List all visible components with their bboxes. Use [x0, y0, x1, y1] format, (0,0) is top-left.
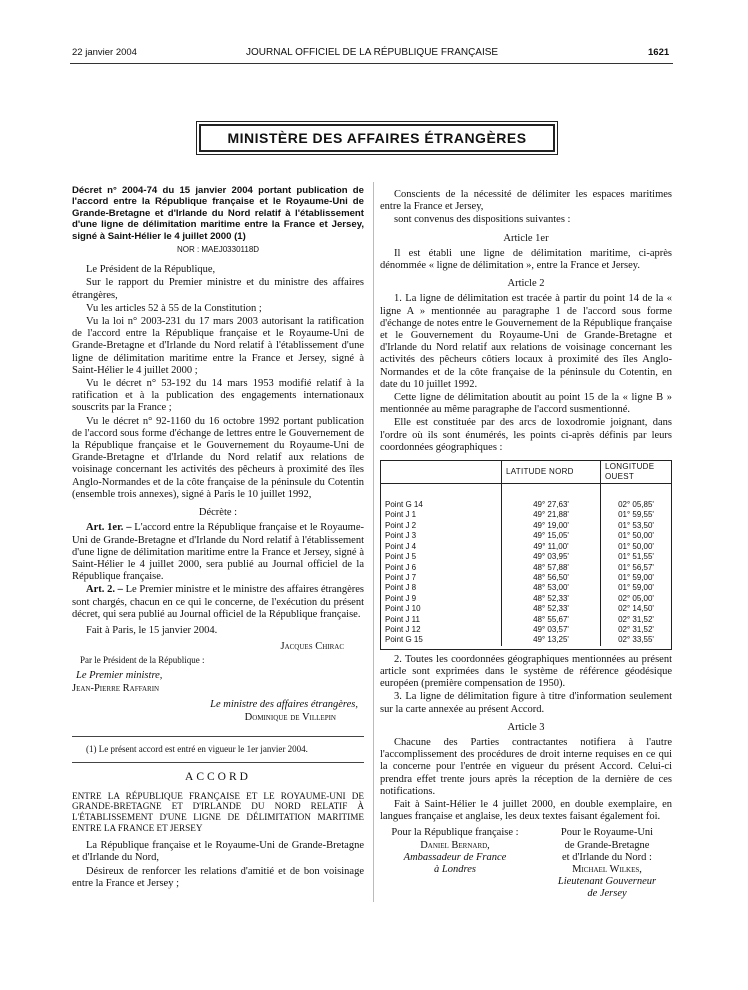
- coordinates-row: [381, 583, 671, 593]
- signature-uk-label-1: Pour le Royaume-Uni: [560, 827, 654, 839]
- coordinates-row: [381, 635, 671, 645]
- article-3-heading: Article 3: [507, 721, 545, 733]
- decree-para-president: Le Président de la République,: [86, 264, 216, 276]
- header-journal-title: JOURNAL OFFICIEL DE LA RÉPUBLIQUE FRANÇAISE: [246, 47, 499, 58]
- coordinates-latitude-cell: 49° 13,25': [502, 635, 601, 645]
- accord-article-3-para-1: Chacune des Parties contractantes notifiera à l'autre l'accomplissement des procédures de droit interne requises en ce qui la concerne pour l'entrée en vigueur du présent Accord. Celui-ci prendra effet trente jours après la réception de la dernière de ces notifications.: [380, 736, 672, 797]
- coordinates-longitude-cell: 02° 31,52': [601, 625, 672, 635]
- coordinates-row: [381, 594, 671, 604]
- signature-uk: [542, 827, 672, 900]
- coordinates-row: [381, 521, 671, 531]
- signature-uk-label-3: et d'Irlande du Nord :: [562, 851, 652, 863]
- coordinates-latitude-cell: 49° 11,00': [502, 542, 601, 552]
- decree-para-vu-constitution: Vu les articles 52 à 55 de la Constitution ;: [86, 302, 262, 314]
- coordinates-row: [381, 615, 671, 625]
- coordinates-header-longitude: LONGITUDE OUEST: [601, 461, 672, 484]
- coordinates-latitude-cell: 48° 52,33': [502, 604, 601, 614]
- coordinates-row: [381, 510, 671, 520]
- signature-france-name: Daniel Bernard,: [420, 839, 490, 851]
- coordinates-table: [381, 461, 671, 646]
- article-1-para: [72, 522, 364, 583]
- accord-article-2-para-1: 1. La ligne de délimitation est tracée à partir du point 14 de la « ligne A » mentionnée au paragraphe 1 de l'accord sous forme d'échange de notes entre le Gouvernement de la République française et le Gouvernement du Royaume-Uni de Grande-Bretagne et d'Irlande du Nord relatif aux relations de voisinage concernant les activités des pêcheurs côtiers locaux à proximité des îles Anglo-Normandes et de la côte française de la péninsule du Cotentin, en date du 10 juillet 1992.: [380, 293, 672, 390]
- coordinates-row: [381, 531, 671, 541]
- coordinates-latitude-cell: 48° 52,33': [502, 594, 601, 604]
- coordinates-latitude-cell: 49° 03,95': [502, 552, 601, 562]
- signature-uk-location: de Jersey: [587, 888, 627, 900]
- decree-para-vu-decret-1992: Vu le décret n° 92-1160 du 16 octobre 1992 portant publication de l'accord sous forme d'échange de lettres entre le Gouvernement de la République française et le Gouvernement du Royaume-Uni de Grande-Bretagne et d'Irlande du Nord relatif aux relations de voisinage concernant les activités des pêcheurs à proximité des îles Anglo-Normandes et de la côte française de la péninsule du Cotentin (ensemble trois annexes), signé à Paris le 10 juillet 1992,: [72, 415, 364, 500]
- header-page-number: 1621: [648, 47, 670, 58]
- coordinates-longitude-cell: 01° 53,50': [601, 521, 672, 531]
- pm-name: Jean-Pierre Raffarin: [72, 682, 160, 694]
- signature-france-location: à Londres: [434, 864, 476, 875]
- accord-heading: ACCORD: [185, 770, 251, 783]
- accord-subtitle: ENTRE LA RÉPUBLIQUE FRANÇAISE ET LE ROYAUME-UNI DE GRANDE-BRETAGNE ET D'IRLANDE DU NORD RELATIF À L'ÉTABLISSEMENT D'UNE LIGNE DE DÉLIMITATION MARITIME ENTRE LA FRANCE ET JERSEY: [72, 790, 364, 833]
- coordinates-point-cell: Point J 2: [385, 520, 417, 530]
- coordinates-longitude-cell: 02° 05,85': [601, 500, 672, 510]
- coordinates-row: [381, 604, 671, 614]
- footnote-rule: [72, 736, 364, 737]
- coordinates-latitude-cell: 49° 27,63': [502, 500, 601, 510]
- header-date: 22 janvier 2004: [72, 47, 137, 58]
- signature-block: [380, 827, 672, 900]
- coordinates-point-cell: Point J 1: [385, 510, 417, 520]
- coordinates-point-cell: Point G 14: [385, 500, 423, 510]
- decree-title: Décret n° 2004-74 du 15 janvier 2004 portant publication de l'accord entre la République française et le Royaume-Uni de Grande-Bretagne et d'Irlande du Nord relatif à l'établissement d'une ligne de délimitation maritime entre la France et Jersey, signé à Saint-Hélier le 4 juillet 2000 (1): [72, 185, 364, 242]
- decree-para-vu-decret-1953: Vu le décret n° 53-192 du 14 mars 1953 modifié relatif à la ratification et à la publication des engagements internationaux souscrits par la France ;: [72, 378, 364, 414]
- accord-article-2-para-5: 3. La ligne de délimitation figure à titre d'information seulement sur la carte annexée au présent Accord.: [380, 691, 672, 715]
- accord-article-2-para-2: Cette ligne de délimitation aboutit au point 15 de la « ligne B » mentionnée au même paragraphe de l'accord susmentionné.: [380, 392, 672, 416]
- pm-title: Le Premier ministre,: [76, 669, 163, 681]
- signature-uk-title: Lieutenant Gouverneur: [557, 876, 657, 888]
- coordinates-longitude-cell: 02° 05,00': [601, 594, 672, 604]
- coordinates-point-cell: Point J 9: [385, 593, 417, 603]
- nor-reference: NOR : MAEJ0330118D: [176, 245, 260, 255]
- coordinates-latitude-cell: 48° 55,67': [502, 615, 601, 625]
- coordinates-longitude-cell: 01° 51,55': [601, 552, 672, 562]
- accord-para-desireux: Désireux de renforcer les relations d'amitié et de bon voisinage entre la France et Jersey ;: [72, 865, 364, 889]
- signature-president: Jacques Chirac: [280, 641, 344, 653]
- accord-article-2-para-3: Elle est constituée par des arcs de loxodromie joignant, dans l'ordre où ils sont énumérés, les points ci-après définis par leurs coordonnées géographiques :: [380, 417, 672, 453]
- decrete-heading: Décrète :: [198, 507, 238, 519]
- coordinates-latitude-cell: 49° 19,00': [502, 521, 601, 531]
- coordinates-latitude-cell: 48° 56,50': [502, 573, 601, 583]
- right-column: [380, 189, 672, 901]
- coordinates-longitude-cell: 01° 59,00': [601, 573, 672, 583]
- coordinates-row: [381, 500, 671, 510]
- article-2-label: Art. 2. –: [86, 584, 123, 596]
- decree-para-rapport: Sur le rapport du Premier ministre et du ministre des affaires étrangères,: [72, 277, 364, 301]
- accord-article-1-text: Il est établi une ligne de délimitation maritime, ci-après dénommée « ligne de délimitation », entre la France et Jersey.: [380, 247, 672, 272]
- signature-uk-label-2: de Grande-Bretagne: [564, 839, 650, 851]
- coordinates-row: [381, 542, 671, 552]
- accord-para-parties: La République française et le Royaume-Uni de Grande-Bretagne et d'Irlande du Nord,: [72, 840, 364, 864]
- coordinates-header-latitude: LATITUDE NORD: [502, 461, 601, 484]
- coordinates-table-body: [381, 500, 671, 646]
- footnote: (1) Le présent accord est entré en vigueur le 1er janvier 2004.: [86, 744, 308, 755]
- coordinates-latitude-cell: 49° 03,57': [502, 625, 601, 635]
- coordinates-latitude-cell: 49° 15,05': [502, 531, 601, 541]
- coordinates-header-point: [381, 461, 502, 484]
- accord-article-3-para-2: Fait à Saint-Hélier le 4 juillet 2000, en double exemplaire, en langues française et anglaise, les deux textes faisant également foi.: [380, 798, 672, 823]
- coordinates-point-cell: Point J 7: [385, 572, 417, 582]
- signature-france: [380, 827, 530, 900]
- coordinates-latitude-cell: 48° 57,88': [502, 563, 601, 573]
- coordinates-latitude-cell: 48° 53,00': [502, 583, 601, 593]
- article-1-label: Art. 1er. –: [86, 522, 132, 534]
- header-rule: [70, 63, 673, 64]
- coordinates-row: [381, 552, 671, 562]
- coordinates-point-cell: Point J 3: [385, 531, 417, 541]
- coordinates-point-cell: Point J 8: [385, 583, 417, 593]
- decree-para-vu-loi: Vu la loi n° 2003-231 du 17 mars 2003 autorisant la ratification de l'accord entre la République française et le Royaume-Uni de Grande-Bretagne et d'Irlande du Nord relatif à l'établissement d'une ligne de délimitation maritime entre la France et Jersey, signé à Saint-Hélier le 4 juillet 2000 ;: [72, 316, 364, 376]
- accord-para-convenus: sont convenus des dispositions suivantes :: [394, 214, 571, 226]
- minister-title: Le ministre des affaires étrangères,: [210, 698, 358, 710]
- signature-uk-name: Michael Wilkes,: [572, 864, 642, 875]
- coordinates-longitude-cell: 01° 50,00': [601, 531, 672, 541]
- coordinates-point-cell: Point J 4: [385, 541, 417, 551]
- coordinates-table-frame: [380, 460, 672, 650]
- left-column: [72, 185, 364, 891]
- coordinates-point-cell: Point J 10: [385, 604, 421, 614]
- coordinates-point-cell: Point J 11: [385, 614, 420, 624]
- coordinates-point-cell: Point J 12: [385, 624, 421, 634]
- accord-para-conscients: Conscients de la nécessité de délimiter les espaces maritimes entre la France et Jersey,: [380, 189, 672, 213]
- coordinates-header-row: [381, 461, 671, 484]
- coordinates-longitude-cell: 02° 14,50': [601, 604, 672, 614]
- article-2-heading: Article 2: [507, 278, 545, 290]
- coordinates-point-cell: Point J 5: [385, 552, 417, 562]
- column-separator: [373, 182, 374, 902]
- signature-france-title: Ambassadeur de France: [403, 851, 507, 863]
- coordinates-row: [381, 625, 671, 635]
- footnote-end-rule: [72, 762, 364, 763]
- coordinates-point-cell: Point J 6: [385, 562, 417, 572]
- coordinates-longitude-cell: 01° 50,00': [601, 542, 672, 552]
- article-2-para: [72, 584, 364, 621]
- coordinates-point-cell: Point G 15: [385, 635, 423, 645]
- coordinates-longitude-cell: 01° 59,55': [601, 510, 672, 520]
- coordinates-row: [381, 573, 671, 583]
- signature-france-label: Pour la République française :: [391, 827, 519, 839]
- article-1-heading: Article 1er: [503, 232, 549, 244]
- article-2-text: Le Premier ministre et le ministre des affaires étrangères sont chargés, chacun en ce qui le concerne, de l'exécution du présent décret, qui sera publié au Journal officiel de la République française.: [72, 584, 364, 620]
- coordinates-longitude-cell: 02° 31,52': [601, 615, 672, 625]
- coordinates-longitude-cell: 02° 33,55': [601, 635, 672, 645]
- coordinates-latitude-cell: 49° 21,88': [502, 510, 601, 520]
- coordinates-row: [381, 563, 671, 573]
- coordinates-longitude-cell: 01° 56,57': [601, 563, 672, 573]
- article-1-text: L'accord entre la République française et le Royaume-Uni de Grande-Bretagne et d'Irlande du Nord relatif à l'établissement d'une ligne de délimitation maritime entre la France et Jersey, signé à Saint-Hélier le 4 juillet 2000, sera publié au Journal officiel de la République française.: [72, 522, 364, 583]
- coordinates-longitude-cell: 01° 59,00': [601, 583, 672, 593]
- ministry-heading: MINISTÈRE DES AFFAIRES ÉTRANGÈRES: [199, 124, 555, 152]
- accord-article-2-para-4: 2. Toutes les coordonnées géographiques mentionnées au présent article sont exprimées dans le système de référence géodésique européen (première compensation de 1950).: [380, 653, 672, 690]
- minister-name: Dominique de Villepin: [244, 712, 336, 724]
- par-le-president: Par le Président de la République :: [80, 655, 205, 666]
- fait-a-paris: Fait à Paris, le 15 janvier 2004.: [86, 624, 218, 636]
